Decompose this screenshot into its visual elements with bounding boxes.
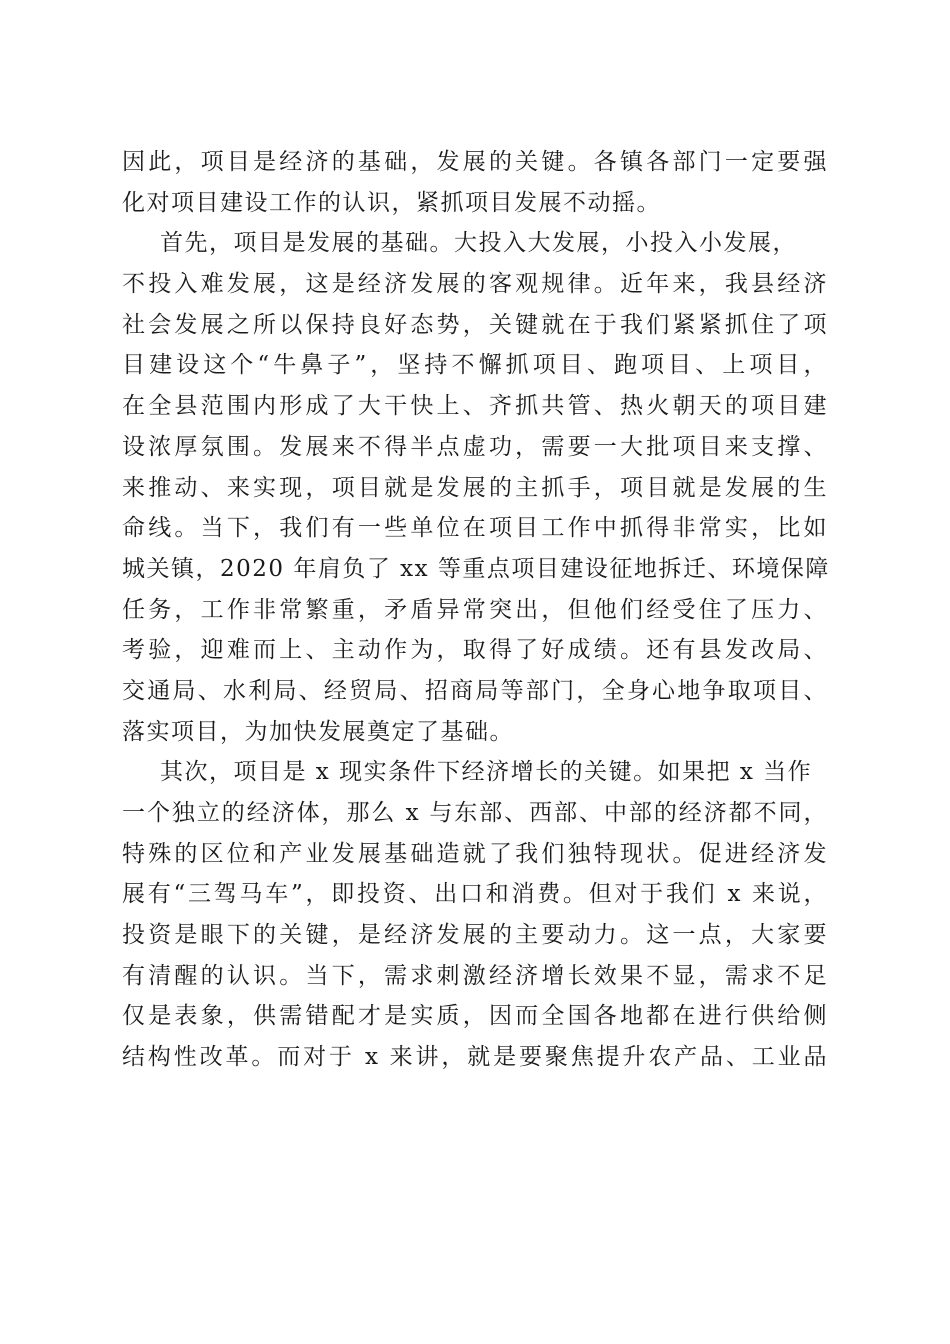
text-line: 交通局、水利局、经贸局、招商局等部门，全身心地争取项目、	[122, 677, 828, 704]
text-line: 仅是表象，供需错配才是实质，因而全国各地都在进行供给侧	[122, 1003, 828, 1030]
text-line: 来推动、来实现，项目就是发展的主抓手，项目就是发展的生	[122, 474, 828, 501]
text-line: 化对项目建设工作的认识，紧抓项目发展不动摇。	[122, 189, 661, 216]
text-line: 任务，工作非常繁重，矛盾异常突出，但他们经受住了压力、	[122, 596, 828, 623]
body-text	[122, 142, 828, 1078]
text-line: 展有“三驾马车”，即投资、出口和消费。但对于我们 x 来说，	[122, 881, 828, 908]
paragraph-first-line: 其次，项目是 x 现实条件下经济增长的关键。如果把 x 当作	[160, 759, 813, 786]
text-line: 社会发展之所以保持良好态势，关键就在于我们紧紧抓住了项	[122, 311, 828, 338]
text-line: 在全县范围内形成了大干快上、齐抓共管、热火朝天的项目建	[122, 393, 828, 420]
text-line: 一个独立的经济体，那么 x 与东部、西部、中部的经济都不同，	[122, 800, 828, 826]
text-line: 有清醒的认识。当下，需求刺激经济增长效果不显，需求不足	[122, 962, 828, 989]
text-line: 结构性改革。而对于 x 来讲，就是要聚焦提升农产品、工业品	[122, 1044, 828, 1071]
text-line: 落实项目，为加快发展奠定了基础。	[122, 718, 514, 745]
text-line: 特殊的区位和产业发展基础造就了我们独特现状。促进经济发	[122, 840, 828, 867]
text-line: 投资是眼下的关键，是经济发展的主要动力。这一点，大家要	[122, 922, 828, 949]
text-line: 命线。当下，我们有一些单位在项目工作中抓得非常实，比如	[122, 515, 828, 542]
text-line: 考验，迎难而上、主动作为，取得了好成绩。还有县发改局、	[122, 637, 828, 664]
text-line: 设浓厚氛围。发展来不得半点虚功，需要一大批项目来支撑、	[122, 433, 828, 460]
paragraph-first-line: 首先，项目是发展的基础。大投入大发展，小投入小发展，	[160, 230, 797, 257]
text-line: 不投入难发展，这是经济发展的客观规律。近年来，我县经济	[122, 271, 828, 298]
text-line: 城关镇，2020 年肩负了 xx 等重点项目建设征地拆迁、环境保障	[122, 555, 830, 582]
text-line: 因此，项目是经济的基础，发展的关键。各镇各部门一定要强	[122, 149, 828, 175]
text-line: 目建设这个“牛鼻子”，坚持不懈抓项目、跑项目、上项目，	[122, 352, 828, 379]
